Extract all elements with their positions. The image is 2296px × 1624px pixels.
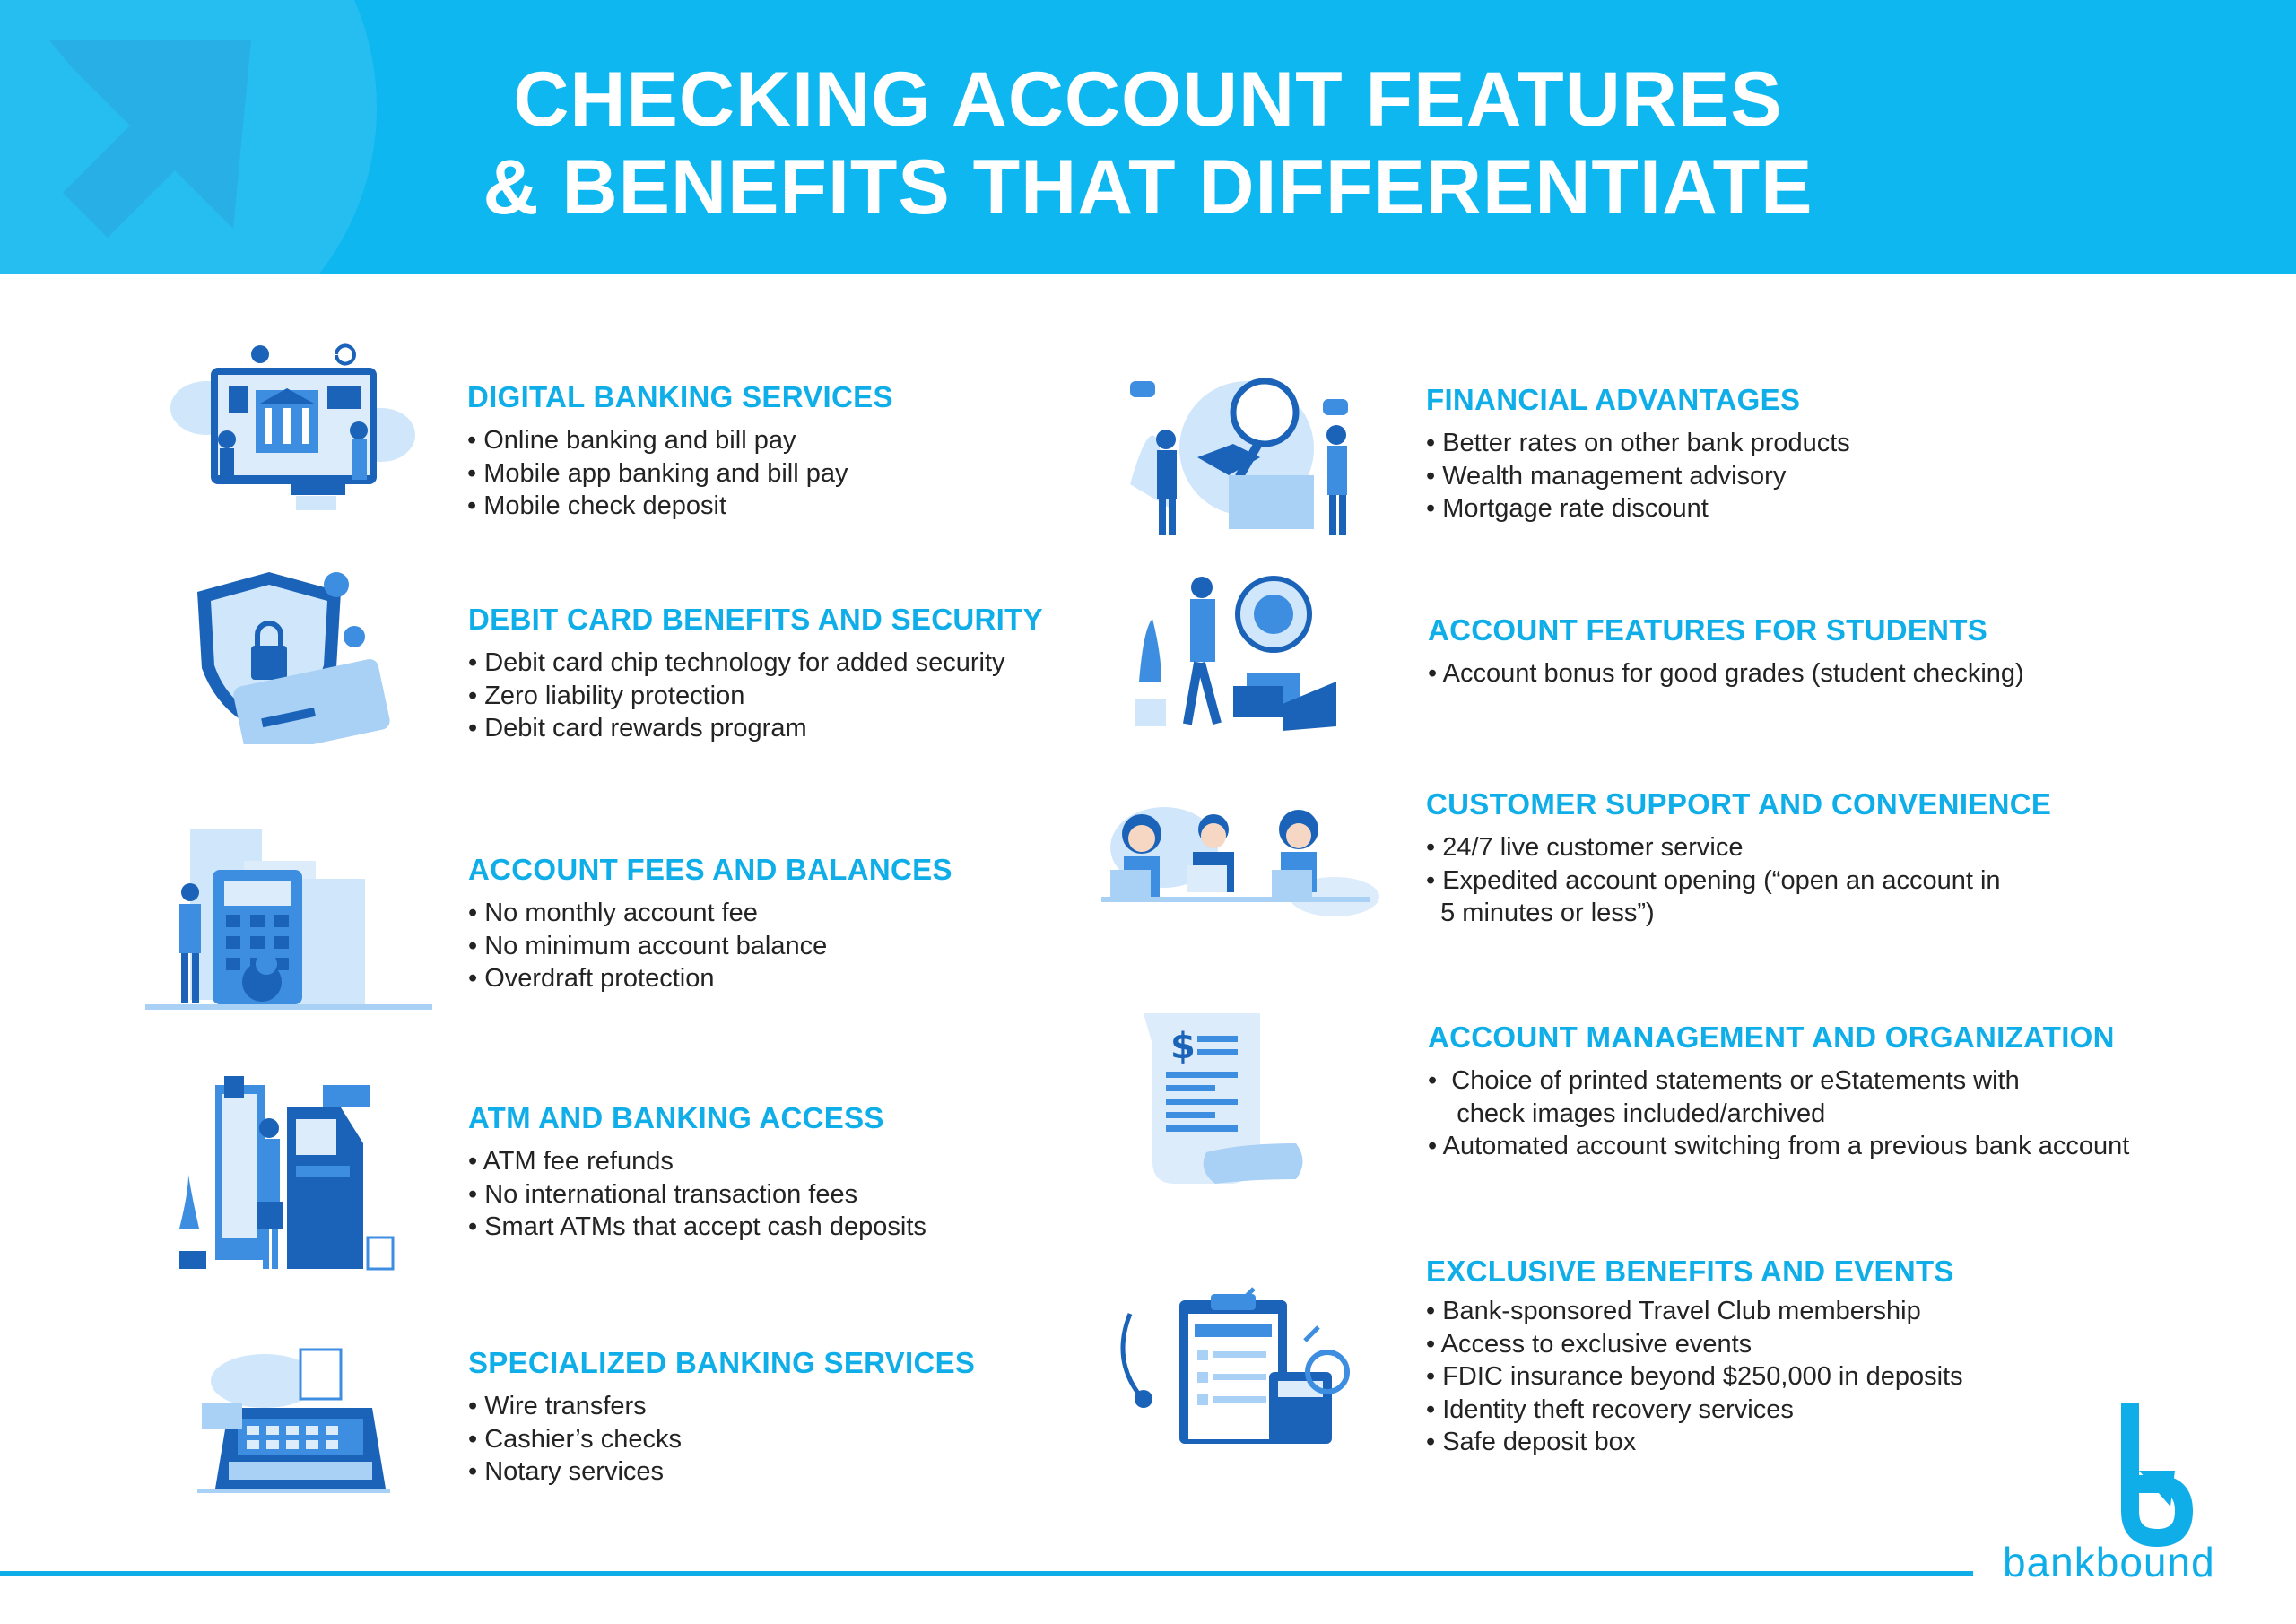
list-item: • Notary services [468, 1457, 665, 1486]
support-agents-illustration [1101, 798, 1384, 924]
list-item: • Better rates on other bank products [1426, 429, 1850, 457]
section-heading: ACCOUNT MANAGEMENT AND ORGANIZATION [1428, 1020, 2115, 1054]
section-account-fees [468, 852, 952, 995]
atm-illustration [175, 1076, 404, 1273]
statement-scroll-illustration [1135, 1009, 1314, 1188]
list-item: • FDIC insurance beyond $250,000 in deposits [1426, 1362, 1963, 1391]
feature-list [1426, 427, 1850, 525]
list-item: • Automated account switching from a previous bank account [1428, 1132, 2130, 1160]
calculator-receipt-illustration [145, 825, 432, 1018]
section-financial-advantages [1426, 382, 1850, 525]
list-item: • Mortgage rate discount [1426, 494, 1709, 523]
feature-list [1426, 831, 2051, 930]
section-heading: DIGITAL BANKING SERVICES [467, 380, 893, 413]
feature-list [1426, 1295, 1963, 1459]
section-heading: ACCOUNT FEATURES FOR STUDENTS [1428, 613, 1988, 647]
feature-list [468, 1145, 926, 1244]
list-item: • Expedited account opening (“open an account in [1426, 865, 2001, 895]
list-item: • Choice of printed statements or eStatements with [1428, 1066, 2020, 1095]
section-digital-banking [467, 379, 893, 523]
feature-list [1428, 657, 2024, 690]
list-item: • Debit card rewards program [468, 714, 807, 743]
svg-text:$: $ [1170, 1026, 1196, 1067]
feature-list [468, 647, 1043, 745]
title-line-1: CHECKING ACCOUNT FEATURES [513, 56, 1783, 143]
list-item: • Mobile check deposit [467, 491, 727, 520]
section-debit-card [468, 602, 1043, 745]
list-item: • Wealth management advisory [1426, 461, 1787, 491]
feature-list [468, 1390, 975, 1489]
list-item: • No international transaction fees [468, 1179, 858, 1209]
page-title [0, 56, 2296, 231]
shield-card-illustration [184, 565, 395, 744]
section-heading: EXCLUSIVE BENEFITS AND EVENTS [1426, 1255, 1954, 1288]
section-heading: FINANCIAL ADVANTAGES [1426, 383, 1801, 416]
list-item: • Bank-sponsored Travel Club membership [1426, 1297, 1921, 1325]
feature-list [1428, 1064, 2129, 1163]
section-heading: ACCOUNT FEES AND BALANCES [468, 853, 952, 886]
list-item: • 24/7 live customer service [1426, 833, 1744, 862]
bottom-divider [0, 1571, 1973, 1576]
section-atm-access [468, 1100, 926, 1244]
section-student-features [1428, 612, 2024, 690]
section-specialized-banking [468, 1345, 975, 1489]
list-item: • Debit card chip technology for added security [468, 648, 1005, 677]
handshake-illustration [1112, 368, 1372, 538]
bankbound-wordmark: bankbound [2003, 1539, 2215, 1585]
section-account-management [1428, 1020, 2129, 1163]
insurance-clipboard-illustration [1112, 1287, 1354, 1448]
list-item: • Online banking and bill pay [467, 426, 796, 455]
list-item: • Cashier’s checks [468, 1424, 682, 1454]
list-item: • Wire transfers [468, 1392, 647, 1420]
list-item: check images included/archived [1428, 1099, 1826, 1128]
header-banner [0, 0, 2296, 274]
list-item: • Zero liability protection [468, 681, 745, 710]
section-heading: CUSTOMER SUPPORT AND CONVENIENCE [1426, 787, 2052, 821]
list-item: • No minimum account balance [468, 931, 828, 960]
section-heading: DEBIT CARD BENEFITS AND SECURITY [468, 603, 1043, 636]
list-item: 5 minutes or less”) [1426, 899, 1655, 927]
section-exclusive-benefits [1426, 1254, 1963, 1459]
list-item: • No monthly account fee [468, 899, 758, 927]
list-item: • Mobile app banking and bill pay [467, 458, 848, 488]
list-item: • Smart ATMs that accept cash deposits [468, 1212, 926, 1241]
list-item: • Access to exclusive events [1426, 1329, 1752, 1359]
list-item: • Identity theft recovery services [1426, 1394, 1794, 1424]
list-item: • Safe deposit box [1426, 1428, 1637, 1456]
feature-list [467, 424, 893, 523]
section-heading: ATM AND BANKING ACCESS [468, 1101, 884, 1134]
cash-register-illustration [193, 1345, 395, 1493]
section-customer-support [1426, 786, 2051, 930]
title-line-2: & BENEFITS THAT DIFFERENTIATE [483, 144, 1813, 230]
list-item: • Overdraft protection [468, 964, 715, 993]
section-heading: SPECIALIZED BANKING SERVICES [468, 1346, 976, 1379]
student-magnifier-illustration [1126, 574, 1341, 735]
list-item: • Account bonus for good grades (student checking) [1428, 659, 2024, 688]
digital-banking-illustration [166, 336, 422, 516]
feature-list [468, 897, 952, 995]
list-item: • ATM fee refunds [468, 1147, 674, 1176]
